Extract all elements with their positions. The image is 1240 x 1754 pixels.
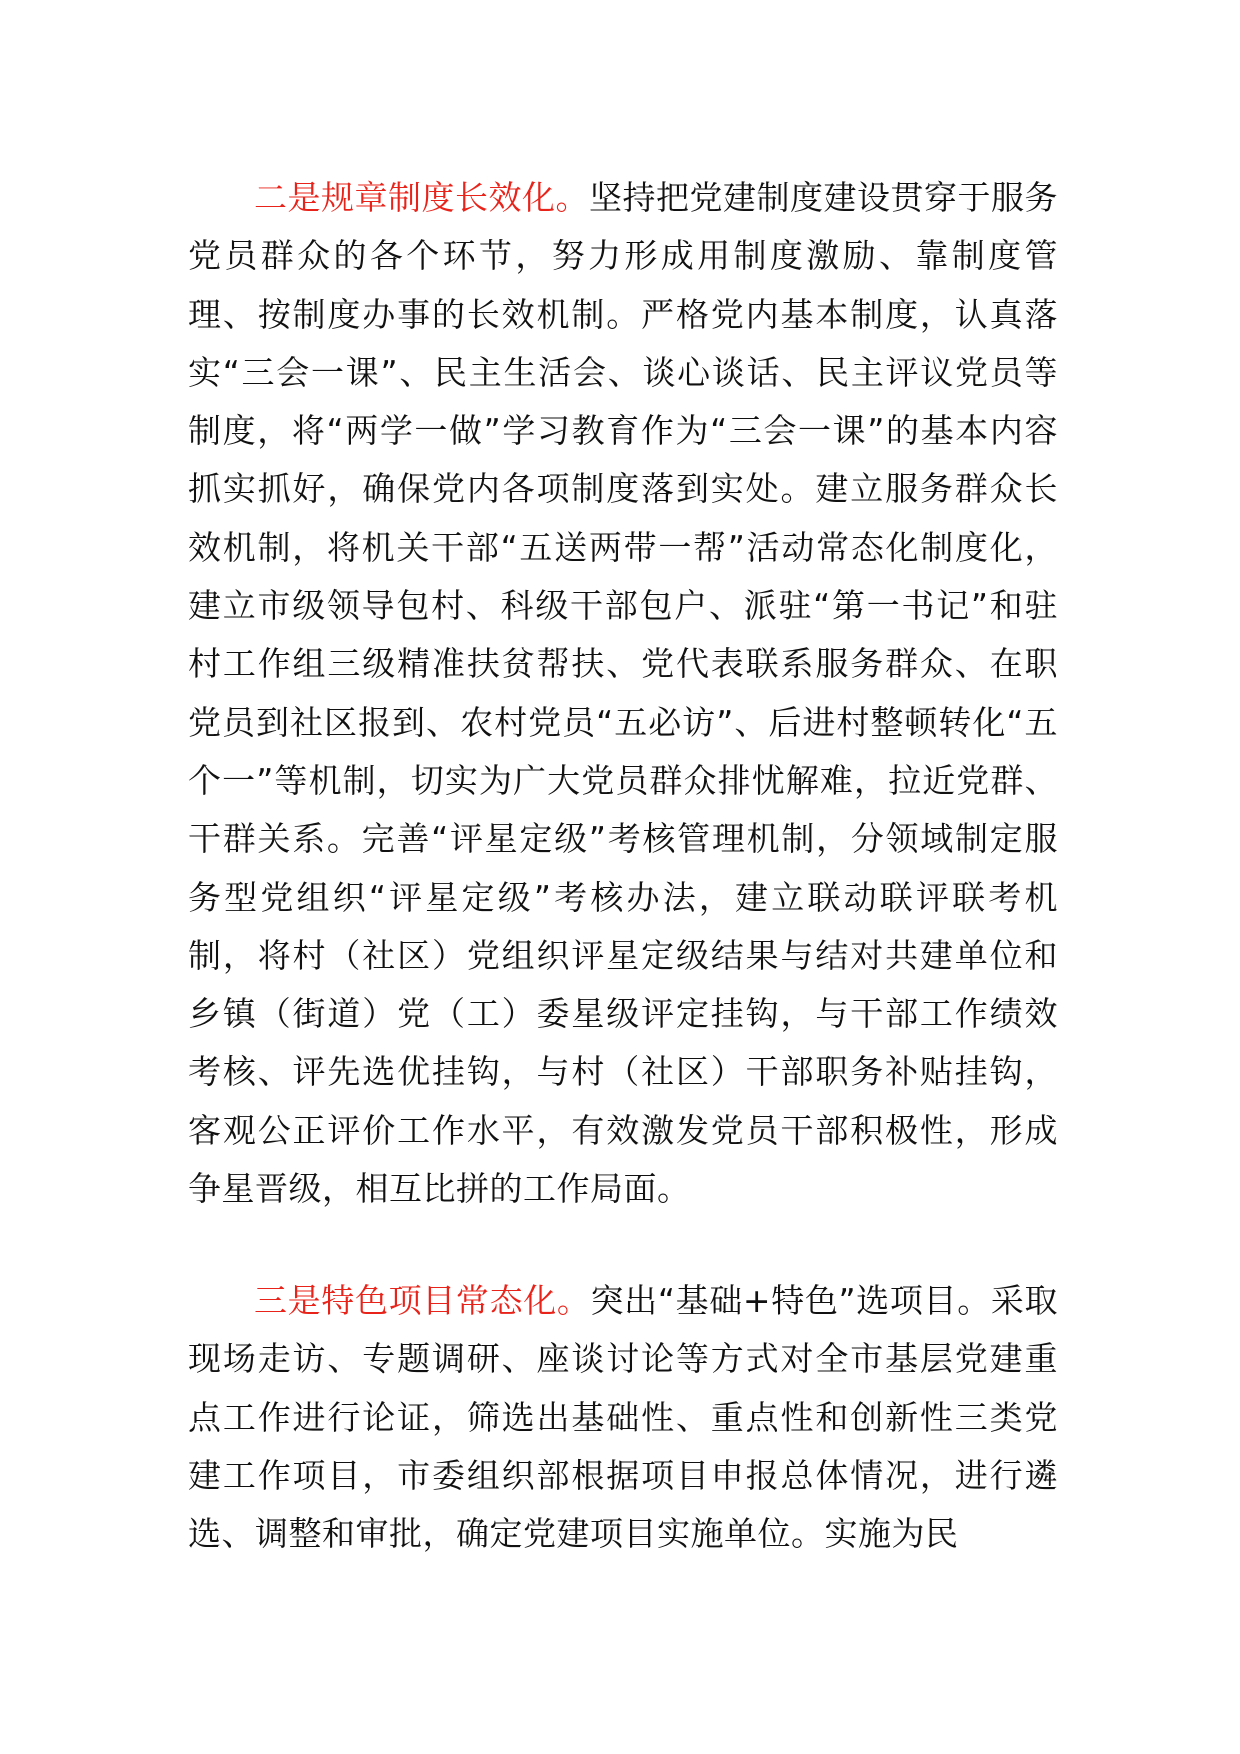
paragraph-body-text: 突出“基础+特色”选项目。采取现场走访、专题调研、座谈讨论等方式对全市基层党建重点工作进行论证，筛选出基础性、重点性和创新性三类党建工作项目，市委组织部根据项目申报总体情况，进行遴选、调整和审批，确定党建项目实施单位。实施为民	[188, 1281, 1059, 1554]
paragraph-regulations	[188, 169, 1058, 1218]
paragraph-lead-heading: 二是规章制度长效化。	[254, 178, 589, 217]
paragraph-body-text: 坚持把党建制度建设贯穿于服务党员群众的各个环节，努力形成用制度激励、靠制度管理、按制度办事的长效机制。严格党内基本制度，认真落实“三会一课”、民主生活会、谈心谈话、民主评议党员等制度，将“两学一做”学习教育作为“三会一课”的基本内容抓实抓好，确保党内各项制度落到实处。建立服务群众长效机制，将机关干部“五送两带一帮”活动常态化制度化，建立市级领导包村、科级干部包户、派驻“第一书记”和驻村工作组三级精准扶贫帮扶、党代表联系服务群众、在职党员到社区报到、农村党员“五必访”、后进村整顿转化“五个一”等机制，切实为广大党员群众排忧解难，拉近党群、干群关系。完善“评星定级”考核管理机制，分领域制定服务型党组织“评星定级”考核办法，建立联动联评联考机制，将村（社区）党组织评星定级结果与结对共建单位和乡镇（街道）党（工）委星级评定挂钩，与干部工作绩效考核、评先选优挂钩，与村（社区）干部职务补贴挂钩，客观公正评价工作水平，有效激发党员干部积极性，形成争星晋级，相互比拼的工作局面。	[188, 178, 1058, 1209]
paragraph-lead-heading: 三是特色项目常态化。	[254, 1281, 591, 1320]
paragraph-featured-projects	[188, 1272, 1058, 1563]
